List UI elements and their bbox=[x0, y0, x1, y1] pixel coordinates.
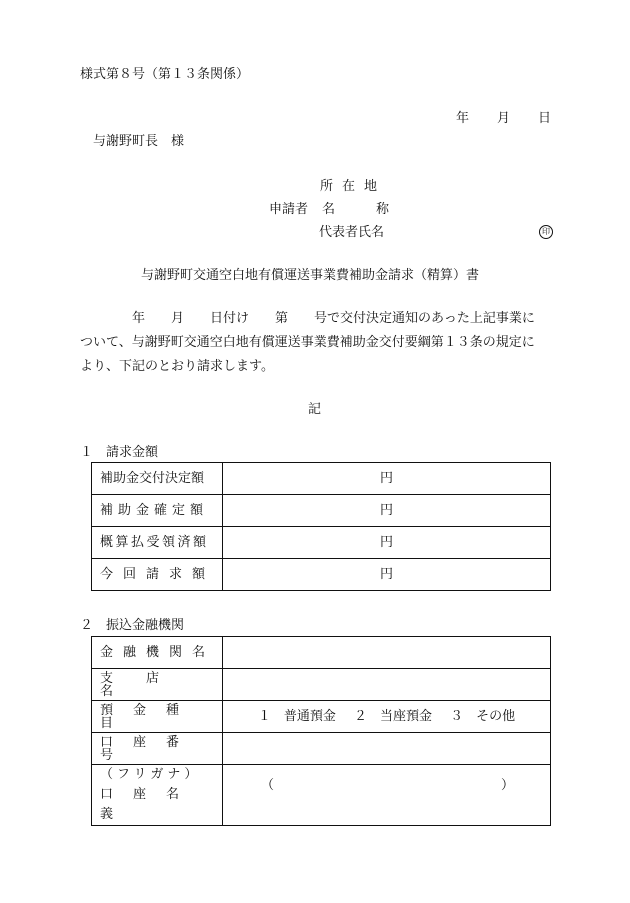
form-number: 様式第８号（第１３条関係） bbox=[80, 67, 250, 82]
deposit-option-other[interactable]: ３ その他 bbox=[450, 709, 516, 724]
amount-field[interactable]: 円 bbox=[223, 463, 551, 495]
paren-close: ） bbox=[500, 778, 514, 793]
section1-heading: １ 請求金額 bbox=[80, 445, 159, 460]
amount-field[interactable]: 円 bbox=[223, 559, 551, 591]
paren-open: （ bbox=[261, 778, 275, 793]
table-row bbox=[92, 669, 551, 701]
table-row bbox=[92, 637, 551, 669]
claim-amount-table bbox=[91, 462, 551, 591]
table-row bbox=[92, 701, 551, 733]
body-line-1: 年 月 日付け 第 号で交付決定通知のあった上記事業に bbox=[80, 311, 535, 326]
deposit-option-ordinary[interactable]: １ 普通預金 bbox=[257, 709, 336, 724]
applicant-label: 申請者 bbox=[269, 202, 309, 217]
representative-label: 代表者氏名 bbox=[319, 225, 385, 240]
account-name-field[interactable] bbox=[223, 765, 551, 826]
table-row bbox=[92, 765, 551, 826]
branch-name-field[interactable] bbox=[223, 669, 551, 701]
row-label: 補助金交付決定額 bbox=[92, 463, 223, 495]
row-label: 概算払受領済額 bbox=[92, 527, 223, 559]
row-label: 補助金確定額 bbox=[92, 495, 223, 527]
account-name-label: 口座名義 bbox=[100, 787, 200, 822]
date-month: 月 bbox=[497, 111, 511, 126]
row-label: 預金種目 bbox=[92, 701, 223, 733]
addressee: 与謝野町長 様 bbox=[93, 134, 185, 149]
name-label-2: 称 bbox=[376, 202, 390, 217]
row-label: 金融機関名 bbox=[92, 637, 223, 669]
row-label bbox=[92, 765, 223, 826]
amount-field[interactable]: 円 bbox=[223, 527, 551, 559]
deposit-option-current[interactable]: ２ 当座預金 bbox=[353, 709, 432, 724]
date-day: 日 bbox=[538, 111, 552, 126]
document-title: 与謝野町交通空白地有償運送事業費補助金請求（精算）書 bbox=[141, 268, 480, 283]
bank-name-field[interactable] bbox=[223, 637, 551, 669]
account-number-field[interactable] bbox=[223, 733, 551, 765]
table-row bbox=[92, 527, 551, 559]
body-line-3: より、下記のとおり請求します。 bbox=[80, 359, 274, 374]
deposit-type-field[interactable] bbox=[223, 701, 551, 733]
bank-table bbox=[91, 636, 551, 826]
row-label: 口座番号 bbox=[92, 733, 223, 765]
table-row bbox=[92, 733, 551, 765]
table-row bbox=[92, 463, 551, 495]
body-text bbox=[80, 312, 550, 384]
seal-icon: 印 bbox=[539, 225, 553, 239]
table-row bbox=[92, 559, 551, 591]
table-row bbox=[92, 495, 551, 527]
body-line-2: ついて、与謝野町交通空白地有償運送事業費補助金交付要綱第１３条の規定に bbox=[80, 335, 535, 350]
row-label: 今回請求額 bbox=[92, 559, 223, 591]
date-year: 年 bbox=[456, 111, 470, 126]
amount-field[interactable]: 円 bbox=[223, 495, 551, 527]
furigana-label: （フリガナ） bbox=[100, 767, 202, 782]
ki-heading: 記 bbox=[308, 402, 322, 417]
section2-heading: ２ 振込金融機関 bbox=[80, 618, 185, 633]
row-label: 支店名 bbox=[92, 669, 223, 701]
name-label-1: 名 bbox=[322, 202, 336, 217]
address-label: 所在地 bbox=[320, 179, 387, 194]
